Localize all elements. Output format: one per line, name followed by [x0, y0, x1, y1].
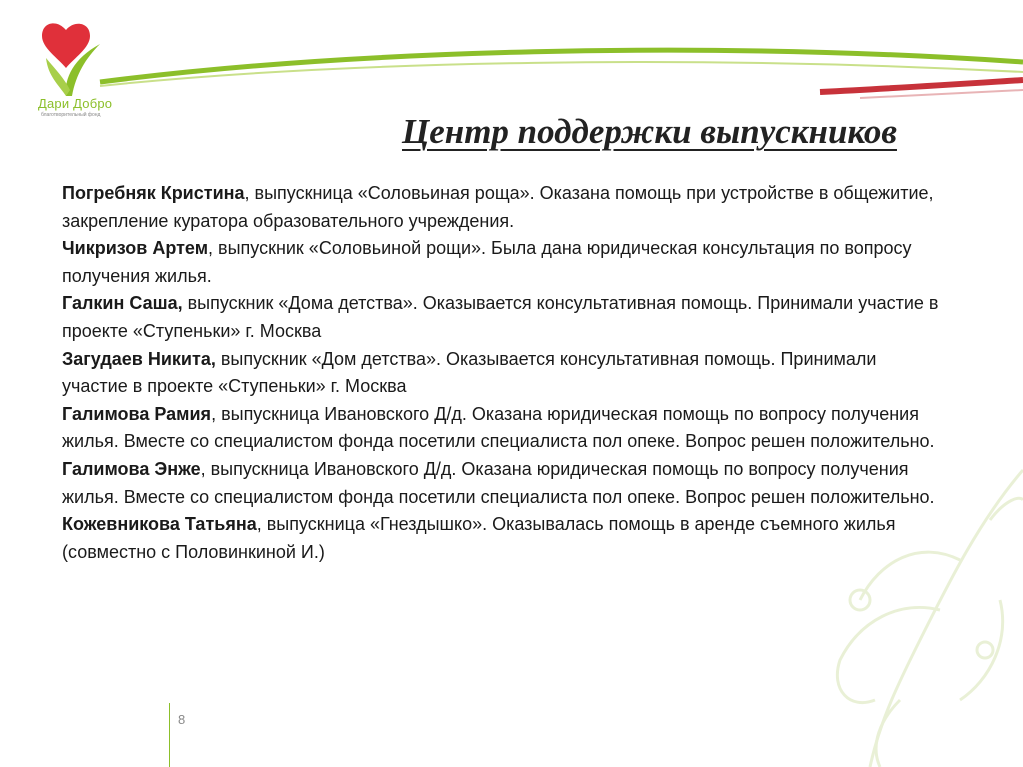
person-name: Галимова Энже: [62, 458, 201, 479]
graduates-list: [62, 180, 942, 566]
person-name: Кожевникова Татьяна: [62, 514, 257, 535]
footer-divider: [169, 703, 170, 767]
list-item: [62, 511, 942, 566]
person-description: , выпускник «Соловьиной рощи». Была дана юридическая консультация по вопросу получения жилья.: [62, 238, 912, 286]
header-swoosh-red: [820, 80, 1023, 92]
list-item: [62, 456, 942, 511]
list-item: [62, 180, 942, 235]
list-item: [62, 346, 942, 401]
person-description: выпускник «Дома детства». Оказывается консультативная помощь. Принимали участие в проекте «Ступеньки» г. Москва: [62, 293, 939, 341]
person-name: Галимова Рамия: [62, 403, 212, 424]
person-name: Галкин Саша,: [62, 293, 183, 314]
person-description: , выпускница Ивановского Д/д. Оказана юридическая помощь по вопросу получения жилья. Вместе со специалистом фонда посетили специалиста пол опеке. Вопрос решен положительно.: [62, 458, 935, 507]
logo-subtitle: благотворительный фонд: [41, 112, 101, 118]
person-description: , выпускница Ивановского Д/д. Оказана юридическая помощь по вопросу получения жилья. Вместе со специалистом фонда посетили специалиста пол опеке. Вопрос решен положительно.: [62, 403, 935, 452]
person-name: Загудаев Никита,: [62, 348, 216, 369]
person-name: Чикризов Артем: [62, 238, 209, 259]
list-item: [62, 235, 942, 290]
slide-title: Центр поддержки выпускников: [402, 112, 897, 151]
person-description: , выпускница «Гнездышко». Оказывалась помощь в аренде съемного жилья (совместно с Половинкиной И.): [62, 514, 896, 562]
page-number: 8: [178, 712, 186, 727]
person-description: , выпускница «Соловьиная роща». Оказана помощь при устройстве в общежитие, закрепление куратора образовательного учреждения.: [62, 183, 934, 231]
logo-brand-name: Дари Добро: [38, 96, 113, 111]
person-description: выпускник «Дом детства». Оказывается консультативная помощь. Принимали участие в проекте «Ступеньки» г. Москва: [62, 348, 877, 397]
person-name: Погребняк Кристина: [62, 183, 245, 203]
list-item: [62, 401, 942, 456]
list-item: [62, 290, 942, 345]
